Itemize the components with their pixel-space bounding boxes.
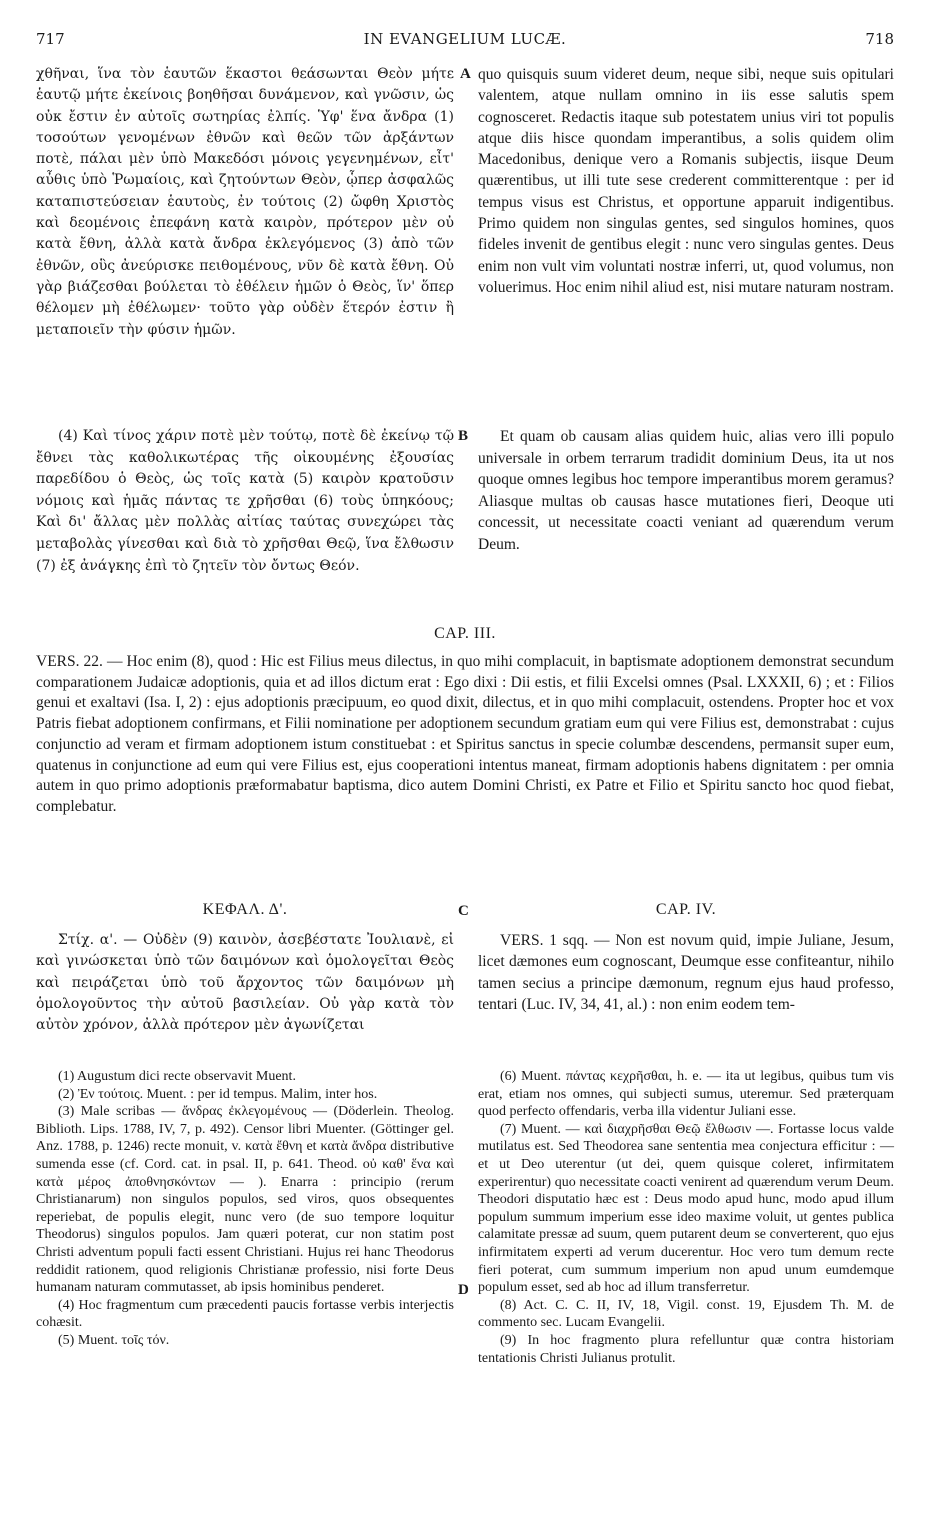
greek-paragraph-1: χθῆναι, ἵνα τὸν ἑαυτῶν ἕκαστοι θεάσωνται Θεὸν μήτε ἑαυτῷ μήτε ἐκείνοις βοηθῆσαι δυνάμενον, καὶ γνῶσιν, ὡς οὐκ ἔστιν ἐν αὐτοῖς σωτηρίας ἐλπίς. Ὑφ' ἕνα ἄνδρα (1) τοσούτων γενομένων ἐθνῶν καὶ θεῶν τῶν ἀρξάντων ποτὲ, πάλαι μὲν ὑπὸ Μακεδόσι μόνοις γεγενημένων, εἶτ' αὖθις ὑπὸ Ῥωμαίοις, καὶ ζητούντων Θεὸν, ᾧπερ ἀσφαλῶς καταπιστεύσειαν ἑαυτοὺς, ἐν τούτοις (2) ὤφθη Χριστὸς καὶ δεομένοις ἐπεφάνη κατὰ καιρὸν, πρότερον μὲν οὐ κατὰ ἔθνη, ἀλλὰ κατὰ ἄνδρα ἐκλεγόμενος (3) ἀπὸ τῶν ἐθνῶν, οὓς ἀνεύρισκε πειθομένους, νῦν δὲ κατὰ ἔθνη. Οὐ γὰρ βιάζεσθαι βούλεται τὸ ἐθέλειν ἡμῶν ὁ Θεὸς, ἵν' ὅπερ θέλομεν μὴ ἐθέλωμεν· τοῦτο γὰρ οὐδὲν ἕτερόν ἐστιν ἢ μεταποιεῖν τὴν φύσιν ἡμῶν.	[36, 66, 454, 338]
footnote: (5) Muent. τοῖς τόν.	[58, 1332, 170, 1348]
greek-paragraph-2: (4) Καὶ τίνος χάριν ποτὲ μὲν τούτῳ, ποτὲ δὲ ἐκείνῳ τῷ ἔθνει τὰς καθολικωτέρας τῆς οἰκουμένης ἐξουσίας παρεδίδου ὁ Θεὸς, ὡς τοῖς κατὰ (5) καιρὸν κρατοῦσιν νόμοις καὶ ἡμᾶς πάντας τε χρῆσθαι (6) τοὺς ὑπηκόους; Καὶ δι' ἄλλας μὲν πολλὰς αἰτίας ταύτας συνεχώρει τὰς μεταβολὰς γίνεσθαι καὶ διὰ τὸ χρῆσθαι Θεῷ, ἵνα ἔλθωσιν (7) ἐξ ἀνάγκης ἐπὶ τὸ ζητεῖν τὸν ὄντως Θεόν.	[36, 428, 454, 574]
running-title: IN EVANGELIUM LUCÆ.	[363, 30, 567, 48]
footnote: (9) In hoc fragmento plura refelluntur quæ contra historiam tentationis Christi Julianus protulit.	[478, 1332, 894, 1366]
cap-4-greek-heading: ΚΕΦΑΛ. Δ'.	[202, 901, 288, 918]
footnote: (6) Muent. πάντας κεχρῆσθαι, h. e. — ita ut legibus, quibus tum vis erat, etiam nos omnes, qui subjecti sumus, uteremur. Sed præterquam quod perfecto offendaris, verba illa videntur Juliani esse.	[478, 1069, 894, 1120]
cap-4-greek-column	[36, 930, 454, 1036]
page-number-left: 717	[36, 30, 65, 48]
running-header	[36, 30, 894, 52]
footnotes-right	[478, 1068, 894, 1367]
footnote: (8) Act. C. C. II, IV, 18, Vigil. const. 19, Ejusdem Th. M. de commento sec. Lucam Evangelii.	[478, 1297, 894, 1331]
cap-3-heading: CAP. III.	[434, 625, 496, 642]
footnote: (2) Ἐν τούτοις. Muent. : per id tempus. Malim, inter hos.	[58, 1086, 378, 1102]
latin-column-2	[478, 426, 894, 556]
margin-marker-c: C	[458, 903, 469, 919]
margin-marker-b: B	[458, 428, 469, 444]
footnote: (3) Male scribas — ἄνδρας ἐκλεγομένους — (Döderlein. Theolog. Biblioth. Lips. 1788, IV, 7, p. 492). Censor libri Muenter. (Göttinger gel. Anz. 1788, p. 1246) recte monuit, v. κατὰ ἔθνη et κατὰ ἄνδρα distributive sumenda esse (cf. Cord. cat. in psal. II, p. 641. Theod. οὐ καθ' ἕνα καὶ κατὰ μέρος ἀποθνησκόντων — ). Enarra : principio (rerum Christianarum) non singulos populos, sed viros, quos obsequentes reperiebat, de populis elegit, nunc vero (de suo tempore loquitur Theodorus) singulos populos. Jam quæri poterat, cur non statim post Christi adventum populi facti essent Christiani. Hujus rei hanc Theodorus reddidit rationem, quod religionis Christianæ professio, nisi forte Deus humanam naturam commutasset, ab ipsis hominibus penderet.	[36, 1104, 454, 1296]
cap-4-latin-paragraph: VERS. 1 sqq. — Non est novum quid, impie Juliane, Jesum, licet dæmones eum cognoscant, Deumque esse confiteantur, nihilo tamen secius a principe dæmonum, regnum ejus haud professo, tentari (Luc. IV, 34, 41, al.) : non enim eodem tem-	[478, 932, 894, 1013]
greek-column-2	[36, 426, 454, 577]
cap-3-text	[36, 652, 894, 818]
page-number-right: 718	[865, 30, 894, 48]
footnote: (1) Augustum dici recte observavit Muent.	[58, 1069, 296, 1084]
latin-paragraph-1: quo quisquis suum videret deum, neque sibi, neque suis opitulari valentem, atque nullam omnino in iis esse salutis spem cognosceret. Redactis itaque sub potestatem unius viri tot populis atque diis hisce quondam imperantibus, a solis quidem olim Macedonibus, denique vero a Romanis subjectis, iisque Deum quærentibus, ut illi tute sese crederent committerentque : per id tempus visus est Christus, et opportune apparuit indigentibus. Primo quidem non singulas gentes, sed singulos homines, quos fideles invenit de gentibus elegit : nunc vero singulas gentes. Deus enim non vult vim voluntati nostræ inferri, ut, quod volumus, non voluerimus. Hoc enim nihil aliud est, nisi mutare naturam nostram.	[478, 66, 894, 296]
cap-3-paragraph: VERS. 22. — Hoc enim (8), quod : Hic est Filius meus dilectus, in quo mihi complacuit, in baptismate adoptionem demonstrat secundum comparationem Judaicæ adoptionis, quia et ad illos dictum erat : Ego dixi : Dii estis, et filii Excelsi omnes (Psal. LXXXII, 6) ; et : Filios genui et exaltavi (Isa. I, 2) : ejus adoptionis præcipuum, eo quod dixit, dilectus, et in quo mihi complacuit, ostendens. Propter hoc et vox Patris fiebat adoptionem confirmans, et Filii nominatione per adoptionem secundum gratiam eum qui vere Filius est, demonstrabat : cujus conjunctio ad veram et firmam adoptionem istum constituebat : et Spiritus sanctus in specie columbæ descendens, permansit super eum, quatenus in conjunctione ad eum qui vere Filius est, ejus cooperationi intentus maneat, firmam adoptionis habens dignitatem : per omnia autem in quo primo adoptionis præformabatur baptisma, dico autem Domini Christi, ex Patre et Filio et Spiritu sancto hoc quod fiebat, complebatur.	[36, 653, 894, 815]
latin-paragraph-2: Et quam ob causam alias quidem huic, alias vero illi populo universale in orbem terrarum tradidit dominium Deus, ita ut nos quoque omnes legibus hoc tempore imperantibus morem geramus? Aliasque multas ob causas hasce mutationes fieri, Deoque uti concessit, ut necessitate coacti veniant ad quærendum verum Deum.	[478, 428, 894, 553]
cap-4-greek-paragraph: Στίχ. α'. — Οὐδὲν (9) καινὸν, ἀσεβέστατε Ἰουλιανὲ, εἰ καὶ γινώσκεται ὑπὸ τῶν δαιμόνων καὶ ὁμολογεῖται Θεὸς καὶ πειράζεται ὑπὸ τοῦ ἄρχοντος τῶν δαιμόνων μὴ ὁμολογοῦντος τὴν αὐτοῦ βασιλείαν. Οὐ γὰρ κατὰ τὸν αὐτὸν χρόνον, ἀλλὰ πρότερον μὲν ἀγωνίζεται	[36, 932, 454, 1034]
latin-column-1	[478, 64, 894, 298]
greek-column-1	[36, 64, 454, 341]
cap-4-latin-column	[478, 930, 894, 1015]
footnote: (4) Hoc fragmentum cum præcedenti paucis fortasse verbis interjectis cohæsit.	[36, 1297, 454, 1331]
cap-4-latin-heading: CAP. IV.	[655, 901, 717, 918]
footnotes-left	[36, 1068, 454, 1350]
margin-marker-d: D	[458, 1282, 469, 1298]
footnote: (7) Muent. — καὶ διαχρῆσθαι Θεῷ ἔλθωσιν —. Fortasse locus valde mutilatus est. Sed Theodorea sane sententia mea conjectura efficitur : — et ut Deo uterentur (ut dei, quem quisque coleret, infirmitatem experirentur) quo necessitate coacti venirent ad quærendum verum Deum. Theodori disputatio hæc est : Deus modo apud hunc, modo apud illum populum summum imperium esse ideo maxime voluit, ut gentes publica calamitate pressæ ad suum, quem putarent deum se converterent, quo ejus infirmitatem experti ad verum ducerentur. Hoc vero tum demum recte fieri poterat, cum summum imperium non apud unum eumdemque populum esset, sed ab hoc ad illum transferretur.	[478, 1121, 894, 1296]
margin-marker-a: A	[460, 66, 471, 82]
